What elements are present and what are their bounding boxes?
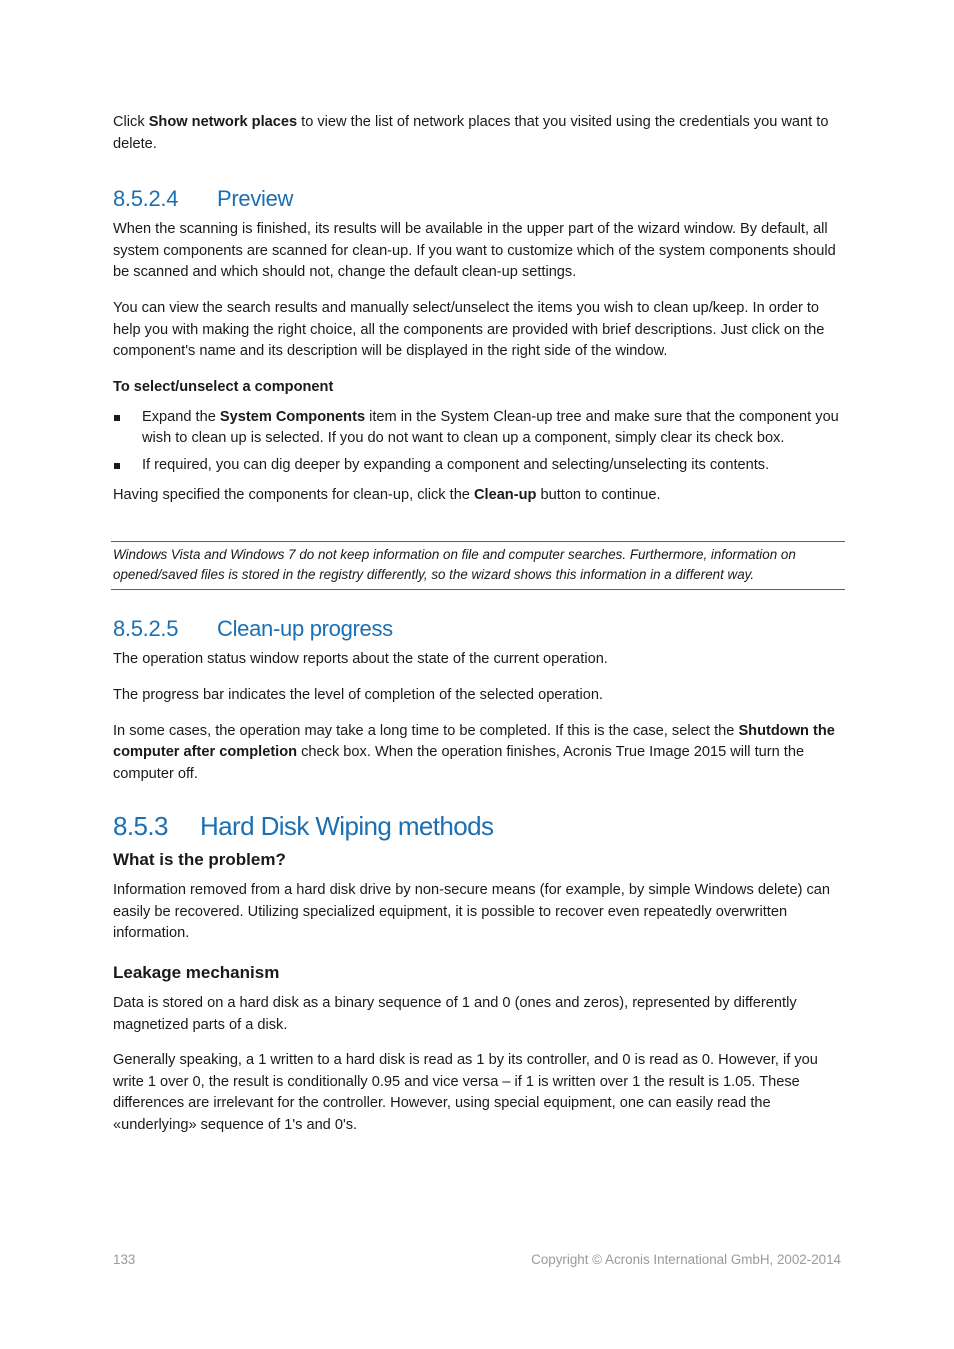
bullet-square-icon (114, 463, 120, 469)
section-title: Hard Disk Wiping methods (200, 811, 494, 842)
section-title: Preview (217, 186, 294, 212)
section-heading-cleanup-progress (113, 615, 843, 643)
bullet-square-icon (114, 415, 120, 421)
progress-paragraph-1: The operation status window reports about the state of the current operation. (113, 651, 608, 668)
preview-after-paragraph: Having specified the components for clean-up, click the Clean-up button to continue. (113, 486, 661, 503)
copyright-notice: Copyright © Acronis International GmbH, 2002-2014 (531, 1252, 841, 1267)
page-number: 133 (113, 1252, 136, 1267)
preview-paragraph-1: When the scanning is finished, its results will be available in the upper part of the wizard window. By default, all system components are scanned for clean-up. If you want to customize which of the system components should be scanned and which should not, change the default clean-up settings. (113, 221, 836, 281)
section-number: 8.5.2.5 (113, 616, 179, 642)
section-number: 8.5.3 (113, 811, 168, 842)
section-heading-preview (113, 185, 843, 213)
progress-paragraph-3: In some cases, the operation may take a long time to be completed. If this is the case, select the Shutdown the computer after completion check box. When the operation finishes, Acronis True Image 2015 will turn the computer off. (113, 722, 835, 782)
list-item: Expand the System Components item in the System Clean-up tree and make sure that the component you wish to clean up is selected. If you do not want to clean up a component, simply clear its check box. (113, 407, 843, 450)
preview-paragraph-2: You can view the search results and manually select/unselect the items you wish to clean up/keep. In order to help you with making the right choice, all the components are provided with brief descriptions. Just click on the component's name and its description will be displayed in the right side of the window. (113, 299, 825, 360)
section-number: 8.5.2.4 (113, 186, 179, 212)
section-heading-wiping-methods (113, 809, 843, 843)
intro-paragraph: Click Show network places to view the list of network places that you visited using the credentials you want to delete. (113, 114, 829, 152)
subheading-leakage: Leakage mechanism (113, 963, 280, 983)
leakage-paragraph-1: Data is stored on a hard disk as a binary sequence of 1 and 0 (ones and zeros), represented by differently magnetized parts of a disk. (113, 995, 797, 1033)
progress-paragraph-2: The progress bar indicates the level of completion of the selected operation. (113, 686, 603, 703)
procedure-title: To select/unselect a component (113, 378, 334, 395)
procedure-list (113, 407, 843, 477)
show-network-places-term: Show network places (148, 114, 298, 130)
note-box: Windows Vista and Windows 7 do not keep information on file and computer searches. Furthermore, information on opened/saved files is stored in the registry differently, so the wizard shows this information in a different way. (111, 541, 845, 590)
section-title: Clean-up progress (217, 616, 393, 642)
page-footer (113, 1250, 841, 1270)
leakage-paragraph-2: Generally speaking, a 1 written to a hard disk is read as 1 by its controller, and 0 is read as 0. However, if you write 1 over 0, the result is conditionally 0.95 and vice versa – if 1 is written over 1 the result is 1.05. These differences are irrelevant for the controller. However, using special equipment, one can easily read the «underlying» sequence of 1's and 0's. (113, 1052, 818, 1134)
list-item: If required, you can dig deeper by expanding a component and selecting/unselecting its contents. (113, 455, 843, 477)
problem-paragraph: Information removed from a hard disk drive by non-secure means (for example, by simple Windows delete) can easily be recovered. Utilizing specialized equipment, it is possible to recover even repeatedly overwritten information. (113, 882, 831, 942)
document-page (113, 112, 843, 1137)
subheading-problem: What is the problem? (113, 850, 286, 870)
